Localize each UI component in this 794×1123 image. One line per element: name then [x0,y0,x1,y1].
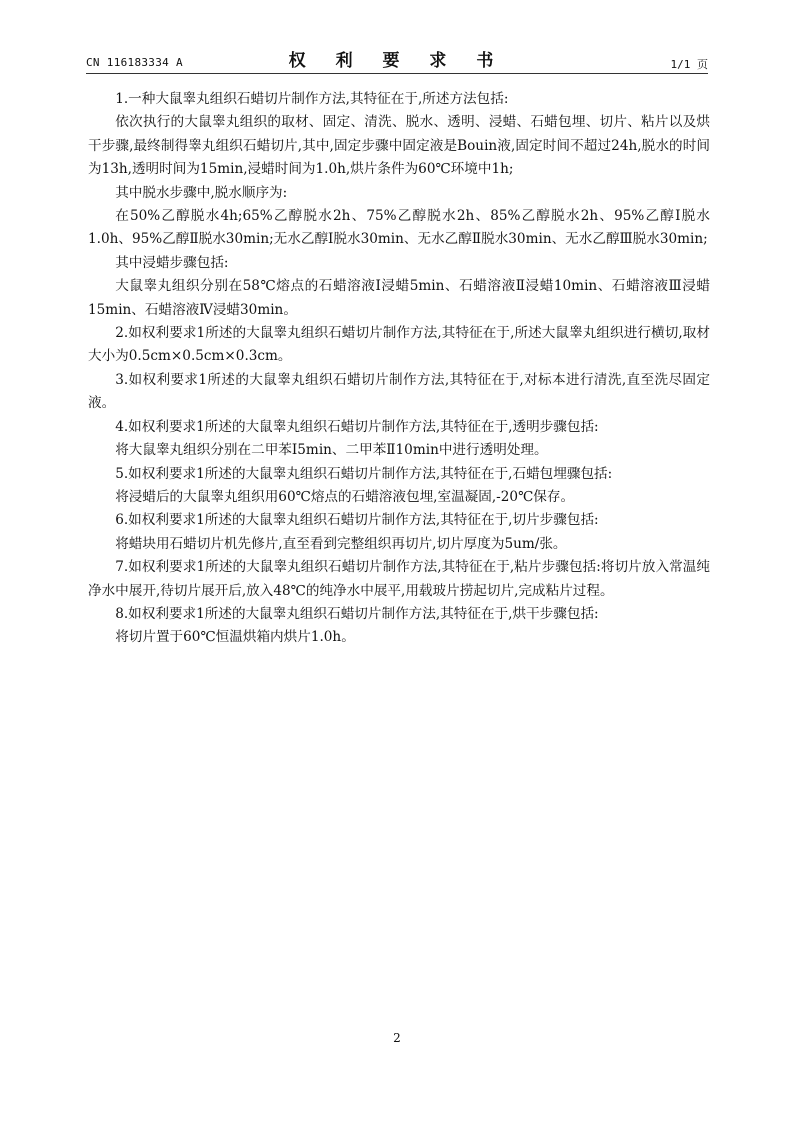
claim-paragraph: 6.如权利要求1所述的大鼠睾丸组织石蜡切片制作方法,其特征在于,切片步骤包括: [115,512,599,529]
claims-body [88,88,710,650]
claim-paragraph: 将切片置于60℃恒温烘箱内烘片1.0h。 [115,629,355,646]
claim-paragraph: 大鼠睾丸组织分别在58℃熔点的石蜡溶液Ⅰ浸蜡5min、石蜡溶液Ⅱ浸蜡10min、石蜡溶液Ⅲ浸蜡15min、石蜡溶液Ⅳ浸蜡30min。 [88,278,710,318]
claim-paragraph: 7.如权利要求1所述的大鼠睾丸组织石蜡切片制作方法,其特征在于,粘片步骤包括:将切片放入常温纯净水中展开,待切片展开后,放入48℃的纯净水中展平,用载玻片捞起切片,完成粘片过程。 [88,559,710,599]
document-title: 权 利 要 求 书 [288,51,506,71]
claim-paragraph: 将浸蜡后的大鼠睾丸组织用60℃熔点的石蜡溶液包埋,室温凝固,-20℃保存。 [115,488,575,505]
claim-paragraph: 1.一种大鼠睾丸组织石蜡切片制作方法,其特征在于,所述方法包括: [115,91,509,107]
claim-paragraph: 4.如权利要求1所述的大鼠睾丸组织石蜡切片制作方法,其特征在于,透明步骤包括: [115,418,599,435]
claim-paragraph: 将大鼠睾丸组织分别在二甲苯Ⅰ5min、二甲苯Ⅱ10min中进行透明处理。 [115,442,548,459]
claim-paragraph: 依次执行的大鼠睾丸组织的取材、固定、清洗、脱水、透明、浸蜡、石蜡包埋、切片、粘片以及烘干步骤,最终制得睾丸组织石蜡切片,其中,固定步骤中固定液是Bouin液,固定时间不超过24h,脱水的时间为13h,透明时间为15min,浸蜡时间为1.0h,烘片条件为60℃环境中1h; [88,114,710,178]
claim-paragraph: 2.如权利要求1所述的大鼠睾丸组织石蜡切片制作方法,其特征在于,所述大鼠睾丸组织进行横切,取材大小为0.5cm×0.5cm×0.3cm。 [88,325,710,365]
header-divider [86,73,708,74]
claim-paragraph: 将蜡块用石蜡切片机先修片,直至看到完整组织再切片,切片厚度为5um/张。 [115,535,567,552]
claim-paragraph: 其中脱水步骤中,脱水顺序为: [115,184,288,201]
claim-paragraph: 5.如权利要求1所述的大鼠睾丸组织石蜡切片制作方法,其特征在于,石蜡包埋骤包括: [115,465,613,482]
claim-paragraph: 其中浸蜡步骤包括: [115,254,229,271]
page-header [86,44,708,76]
claim-paragraph: 3.如权利要求1所述的大鼠睾丸组织石蜡切片制作方法,其特征在于,对标本进行清洗,直至洗尽固定液。 [88,371,710,412]
claim-paragraph: 8.如权利要求1所述的大鼠睾丸组织石蜡切片制作方法,其特征在于,烘干步骤包括: [115,605,599,622]
page-number: 2 [393,1031,401,1045]
page-indicator: 1/1 页 [670,58,708,71]
document-number: CN 116183334 A [86,56,183,69]
claim-paragraph: 在50%乙醇脱水4h;65%乙醇脱水2h、75%乙醇脱水2h、85%乙醇脱水2h、95%乙醇Ⅰ脱水1.0h、95%乙醇Ⅱ脱水30min;无水乙醇Ⅰ脱水30min、无水乙醇Ⅱ脱水30min、无水乙醇Ⅲ脱水30min; [88,208,710,248]
